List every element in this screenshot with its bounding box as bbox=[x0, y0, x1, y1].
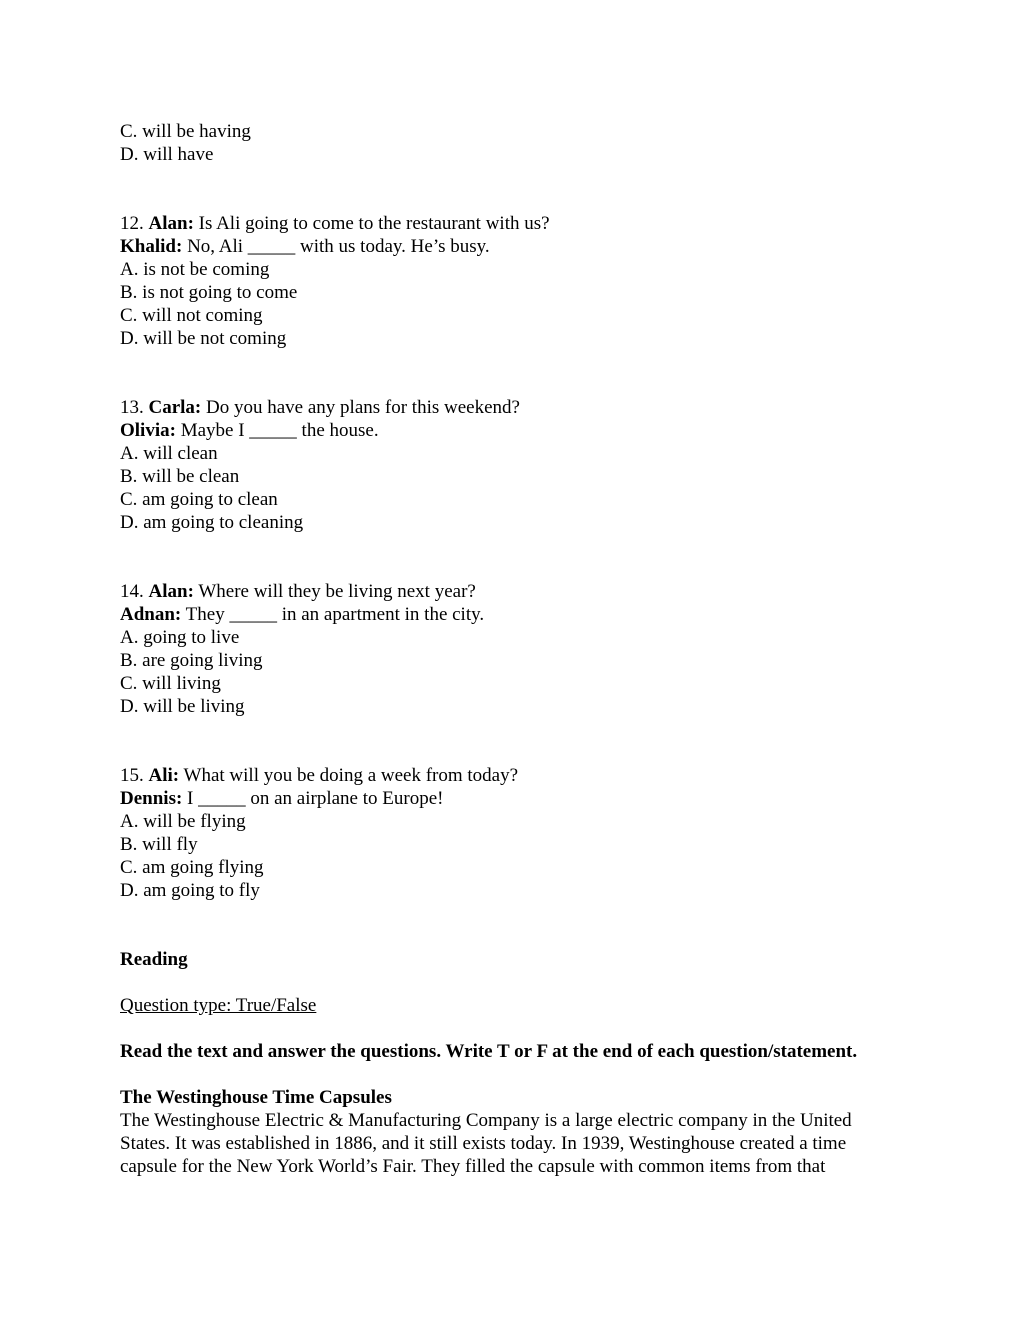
q15-option-b: B. will fly bbox=[120, 834, 198, 855]
q12-response bbox=[120, 235, 920, 258]
q12-line1: Is Ali going to come to the restaurant with us? bbox=[198, 213, 550, 234]
question-type-label: Question type: True/False bbox=[120, 995, 317, 1016]
q13-prompt bbox=[120, 396, 920, 419]
q14-option-c: C. will living bbox=[120, 673, 221, 694]
q15-number: 15. bbox=[120, 765, 144, 786]
q15-line2: I _____ on an airplane to Europe! bbox=[187, 788, 444, 809]
q12-option-d: D. will be not coming bbox=[120, 328, 287, 349]
q14-speaker1: Alan: bbox=[148, 581, 194, 602]
passage-title: The Westinghouse Time Capsules bbox=[120, 1087, 392, 1108]
reading-heading: Reading bbox=[120, 949, 188, 970]
q15-response bbox=[120, 787, 920, 810]
q12-speaker1: Alan: bbox=[148, 213, 194, 234]
q14-number: 14. bbox=[120, 581, 144, 602]
q15-option-a: A. will be flying bbox=[120, 811, 246, 832]
passage-line-2: States. It was established in 1886, and it still exists today. In 1939, Westinghouse created a time bbox=[120, 1133, 847, 1154]
q13-line1: Do you have any plans for this weekend? bbox=[206, 397, 520, 418]
q12-prompt bbox=[120, 212, 920, 235]
q15-option-c: C. am going flying bbox=[120, 857, 264, 878]
q13-number: 13. bbox=[120, 397, 144, 418]
q13-option-a: A. will clean bbox=[120, 443, 218, 464]
q12-number: 12. bbox=[120, 213, 144, 234]
q14-line1: Where will they be living next year? bbox=[198, 581, 476, 602]
q14-response bbox=[120, 603, 920, 626]
q13-speaker1: Carla: bbox=[148, 397, 202, 418]
q12-option-b: B. is not going to come bbox=[120, 282, 298, 303]
q11-option-c: C. will be having bbox=[120, 121, 251, 142]
q15-prompt bbox=[120, 764, 920, 787]
q14-prompt bbox=[120, 580, 920, 603]
q13-option-b: B. will be clean bbox=[120, 466, 240, 487]
q14-option-d: D. will be living bbox=[120, 696, 245, 717]
q12-option-c: C. will not coming bbox=[120, 305, 263, 326]
q12-line2: No, Ali _____ with us today. He’s busy. bbox=[187, 236, 490, 257]
q12-option-a: A. is not be coming bbox=[120, 259, 270, 280]
q15-speaker1: Ali: bbox=[148, 765, 180, 786]
reading-instruction: Read the text and answer the questions. Write T or F at the end of each question/statement. bbox=[120, 1041, 858, 1062]
passage-line-1: The Westinghouse Electric & Manufacturing Company is a large electric company in the United bbox=[120, 1110, 852, 1131]
q14-option-a: A. going to live bbox=[120, 627, 240, 648]
q14-line2: They _____ in an apartment in the city. bbox=[185, 604, 485, 625]
document-page bbox=[120, 120, 920, 1178]
q11-option-d: D. will have bbox=[120, 144, 214, 165]
q14-option-b: B. are going living bbox=[120, 650, 263, 671]
q14-speaker2: Adnan: bbox=[120, 604, 182, 625]
passage-line-3: capsule for the New York World’s Fair. They filled the capsule with common items from that bbox=[120, 1156, 826, 1177]
q15-option-d: D. am going to fly bbox=[120, 880, 260, 901]
q12-speaker2: Khalid: bbox=[120, 236, 183, 257]
q15-speaker2: Dennis: bbox=[120, 788, 183, 809]
q13-option-d: D. am going to cleaning bbox=[120, 512, 304, 533]
q13-response bbox=[120, 419, 920, 442]
q13-line2: Maybe I _____ the house. bbox=[180, 420, 379, 441]
q15-line1: What will you be doing a week from today? bbox=[183, 765, 519, 786]
q13-speaker2: Olivia: bbox=[120, 420, 176, 441]
q13-option-c: C. am going to clean bbox=[120, 489, 278, 510]
